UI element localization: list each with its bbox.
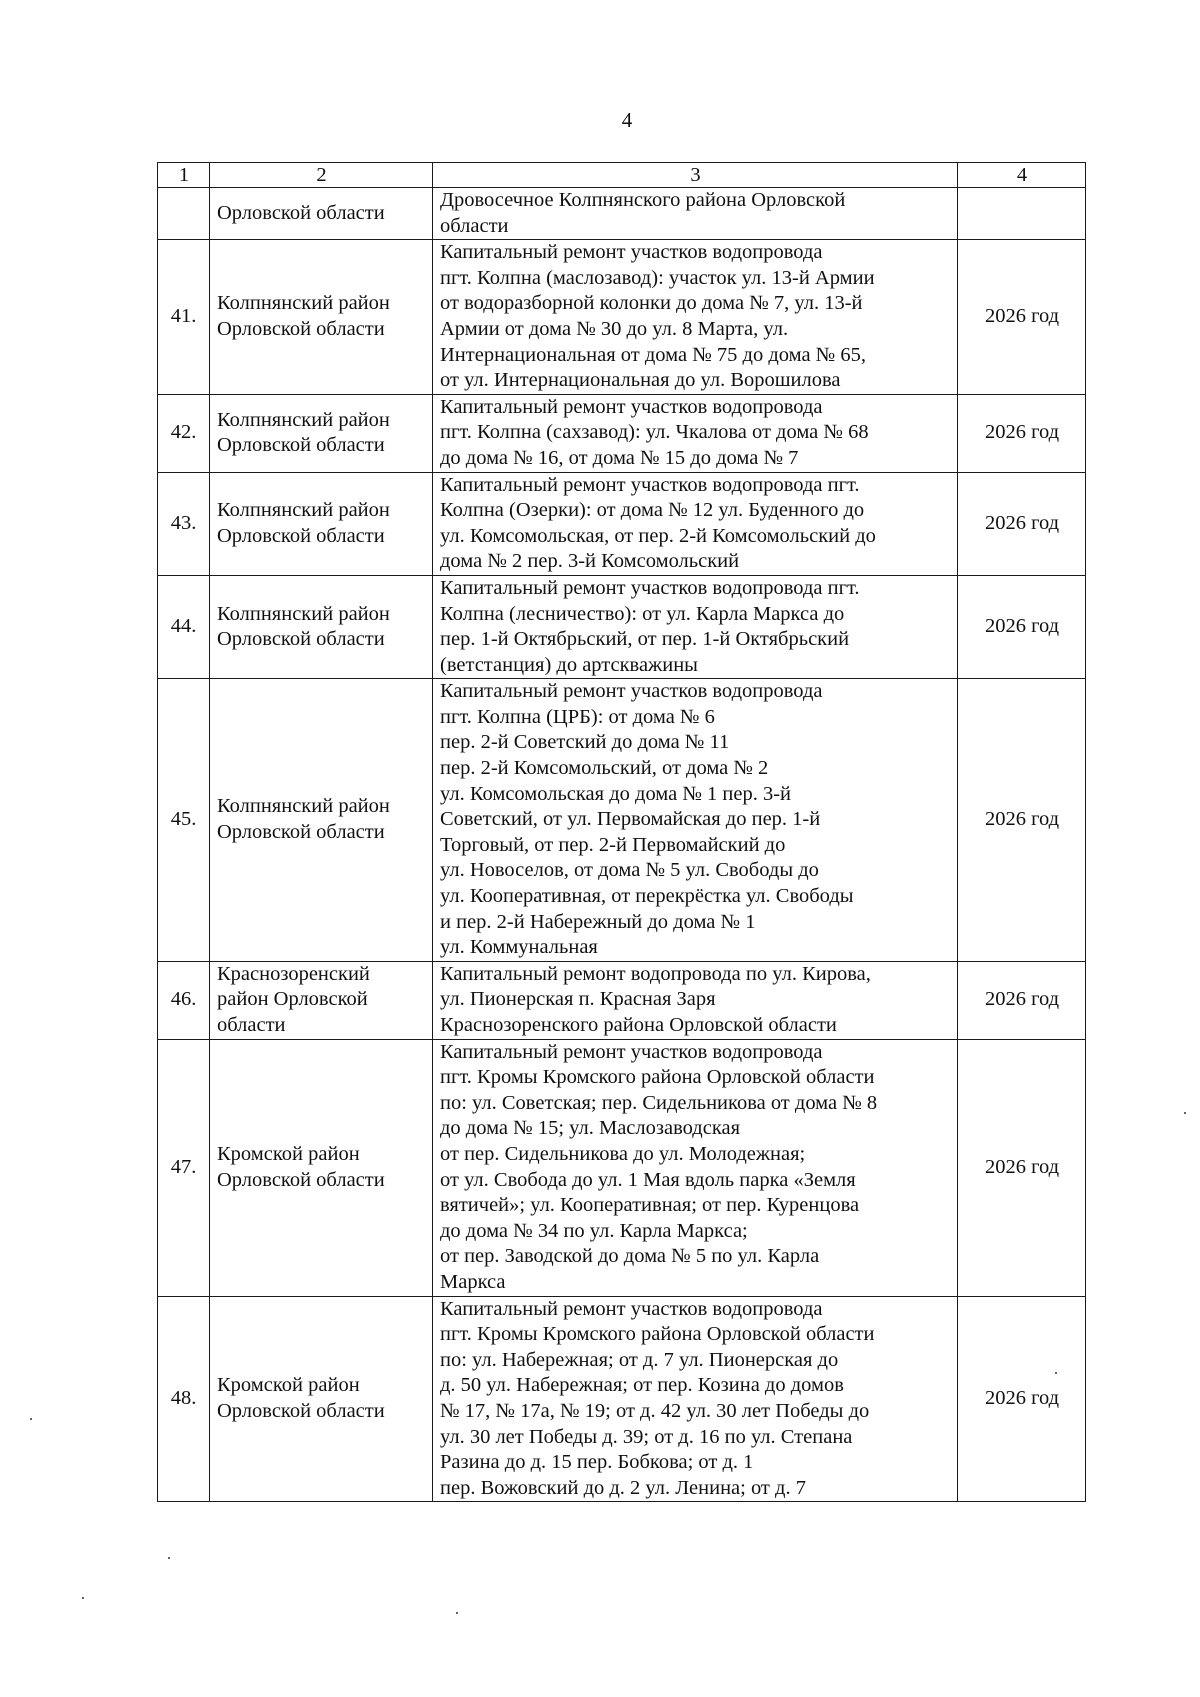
description-line: до дома № 15; ул. Маслозаводская <box>440 1117 740 1140</box>
municipality-line: Орловской области <box>217 821 385 844</box>
municipality-line: Колпнянский район <box>217 795 390 818</box>
row-year: 2026 год <box>958 240 1086 395</box>
description-line: пгт. Колпна (сахзавод): ул. Чкалова от дома № 68 <box>440 421 869 444</box>
header-col-2: 2 <box>210 163 433 188</box>
row-municipality <box>210 679 433 962</box>
description-line: Капитальный ремонт участков водопровода пгт. <box>440 576 860 599</box>
municipality-line: Орловской области <box>217 434 385 457</box>
description-line: Капитальный ремонт водопровода по ул. Кирова, <box>440 962 871 985</box>
row-number: 47. <box>158 1039 210 1296</box>
description-line: Колпна (Озерки): от дома № 12 ул. Буденного до <box>440 499 865 522</box>
municipality-line: Колпнянский район <box>217 602 390 625</box>
row-number: 45. <box>158 679 210 962</box>
row-year: 2026 год <box>958 472 1086 575</box>
row-description <box>433 679 958 962</box>
continuation-org <box>210 188 433 240</box>
description-line: до дома № 16, от дома № 15 до дома № 7 <box>440 446 799 469</box>
row-description <box>433 1296 958 1502</box>
municipality-line: области <box>217 1014 286 1036</box>
municipality-line: Орловской области <box>217 1168 385 1191</box>
description-line: Капитальный ремонт участков водопровода <box>440 680 823 703</box>
row-municipality <box>210 472 433 575</box>
row-year: 2026 год <box>958 961 1086 1039</box>
table-row <box>158 472 1086 575</box>
scan-speck <box>1184 1112 1186 1114</box>
row-description <box>433 240 958 395</box>
row-year: 2026 год <box>958 679 1086 962</box>
description-line: пер. 2-й Комсомольский, от дома № 2 <box>440 757 769 780</box>
description-line: Разина до д. 15 пер. Бобкова; от д. 1 <box>440 1451 754 1474</box>
description-line: (ветстанция) до артскважины <box>440 653 698 676</box>
municipality-line: Колпнянский район <box>217 408 390 431</box>
continuation-desc <box>433 188 958 240</box>
table-row <box>158 1039 1086 1296</box>
table-row <box>158 679 1086 962</box>
description-line: пер. 2-й Советский до дома № 11 <box>440 731 730 754</box>
scan-speck <box>456 1612 458 1614</box>
continuation-year <box>958 188 1086 240</box>
row-municipality <box>210 1296 433 1502</box>
header-col-1: 1 <box>158 163 210 188</box>
description-line: пгт. Кромы Кромского района Орловской области <box>440 1323 875 1346</box>
description-line: № 17, № 17а, № 19; от д. 42 ул. 30 лет Победы до <box>440 1399 870 1422</box>
description-line: Краснозоренского района Орловской области <box>440 1014 837 1036</box>
description-line: ул. Комсомольская, от пер. 2-й Комсомольский до <box>440 524 876 547</box>
description-line: Колпна (лесничество): от ул. Карла Маркса до <box>440 602 845 625</box>
municipality-line: Орловской области <box>217 524 385 547</box>
scan-speck <box>30 1418 32 1420</box>
row-municipality <box>210 240 433 395</box>
municipality-line: Краснозоренский <box>217 962 370 985</box>
description-line: от пер. Сидельникова до ул. Молодежная; <box>440 1142 806 1165</box>
continuation-desc-line: области <box>440 214 509 237</box>
description-line: от ул. Интернациональная до ул. Ворошилова <box>440 369 841 392</box>
scan-speck <box>82 1597 84 1599</box>
description-line: пер. Вожовский до д. 2 ул. Ленина; от д. 7 <box>440 1476 806 1499</box>
description-line: до дома № 34 по ул. Карла Маркса; <box>440 1219 748 1242</box>
row-description <box>433 575 958 678</box>
description-line: Торговый, от пер. 2-й Первомайский до <box>440 833 786 856</box>
municipality-line: Орловской области <box>217 317 385 340</box>
description-line: Капитальный ремонт участков водопровода <box>440 241 823 264</box>
row-year: 2026 год <box>958 575 1086 678</box>
row-description <box>433 961 958 1039</box>
municipality-line: Кромской район <box>217 1374 360 1397</box>
municipality-line: Кромской район <box>217 1142 360 1165</box>
row-municipality <box>210 394 433 472</box>
description-line: Капитальный ремонт участков водопровода <box>440 1040 823 1063</box>
description-line: от пер. Заводской до дома № 5 по ул. Карла <box>440 1245 820 1268</box>
description-line: ул. 30 лет Победы д. 39; от д. 16 по ул. Степана <box>440 1425 853 1448</box>
row-municipality <box>210 1039 433 1296</box>
description-line: Маркса <box>440 1270 506 1293</box>
description-line: ул. Пионерская п. Красная Заря <box>440 988 716 1011</box>
header-col-3: 3 <box>433 163 958 188</box>
description-line: Интернациональная от дома № 75 до дома № 65, <box>440 343 866 366</box>
description-line: по: ул. Советская; пер. Сидельникова от дома № 8 <box>440 1091 878 1114</box>
description-line: от ул. Свобода до ул. 1 Мая вдоль парка «Земля <box>440 1168 856 1191</box>
description-line: ул. Коммунальная <box>440 936 598 959</box>
row-number: 44. <box>158 575 210 678</box>
description-line: Армии от дома № 30 до ул. 8 Марта, ул. <box>440 317 789 340</box>
table-row <box>158 1296 1086 1502</box>
description-line: Капитальный ремонт участков водопровода пгт. <box>440 473 860 496</box>
page-number: 4 <box>621 108 633 132</box>
continuation-row <box>158 188 1086 240</box>
row-number: 41. <box>158 240 210 395</box>
row-year: 2026 год <box>958 394 1086 472</box>
table-row <box>158 961 1086 1039</box>
description-line: дома № 2 пер. 3-й Комсомольский <box>440 550 740 573</box>
description-line: вятичей»; ул. Кооперативная; от пер. Куренцова <box>440 1194 860 1217</box>
description-line: Капитальный ремонт участков водопровода <box>440 1297 823 1320</box>
works-table <box>157 162 1086 1502</box>
description-line: по: ул. Набережная; от д. 7 ул. Пионерская до <box>440 1348 839 1371</box>
continuation-desc-line: Дровосечное Колпнянского района Орловской <box>440 189 846 211</box>
description-line: д. 50 ул. Набережная; от пер. Козина до домов <box>440 1374 844 1397</box>
header-col-4: 4 <box>958 163 1086 188</box>
description-line: и пер. 2-й Набережный до дома № 1 <box>440 910 756 933</box>
description-line: ул. Комсомольская до дома № 1 пер. 3-й <box>440 782 792 805</box>
continuation-num <box>158 188 210 240</box>
row-description <box>433 472 958 575</box>
table-header-row <box>158 163 1086 188</box>
row-year: 2026 год <box>958 1039 1086 1296</box>
description-line: пгт. Кромы Кромского района Орловской области <box>440 1066 875 1089</box>
table-row <box>158 575 1086 678</box>
row-number: 43. <box>158 472 210 575</box>
description-line: пгт. Колпна (ЦРБ): от дома № 6 <box>440 705 715 728</box>
description-line: Советский, от ул. Первомайская до пер. 1-й <box>440 808 821 831</box>
row-number: 42. <box>158 394 210 472</box>
municipality-line: район Орловской <box>217 988 368 1011</box>
continuation-org-line: Орловской области <box>217 201 385 224</box>
description-line: ул. Новоселов, от дома № 5 ул. Свободы до <box>440 859 819 882</box>
description-line: пгт. Колпна (маслозавод): участок ул. 13-й Армии <box>440 266 875 289</box>
row-description <box>433 394 958 472</box>
row-description <box>433 1039 958 1296</box>
row-year: 2026 год <box>958 1296 1086 1502</box>
scan-speck <box>168 1557 170 1559</box>
municipality-line: Орловской области <box>217 1399 385 1422</box>
table-row <box>158 240 1086 395</box>
row-municipality <box>210 961 433 1039</box>
municipality-line: Орловской области <box>217 628 385 651</box>
table-row <box>158 394 1086 472</box>
description-line: пер. 1-й Октябрьский, от пер. 1-й Октябрьский <box>440 628 850 651</box>
description-line: Капитальный ремонт участков водопровода <box>440 395 823 418</box>
description-line: от водоразборной колонки до дома № 7, ул. 13-й <box>440 292 863 315</box>
row-number: 48. <box>158 1296 210 1502</box>
municipality-line: Колпнянский район <box>217 292 390 315</box>
description-line: ул. Кооперативная, от перекрёстка ул. Свободы <box>440 885 854 908</box>
municipality-line: Колпнянский район <box>217 499 390 522</box>
row-municipality <box>210 575 433 678</box>
row-number: 46. <box>158 961 210 1039</box>
scan-speck <box>1055 1372 1057 1374</box>
